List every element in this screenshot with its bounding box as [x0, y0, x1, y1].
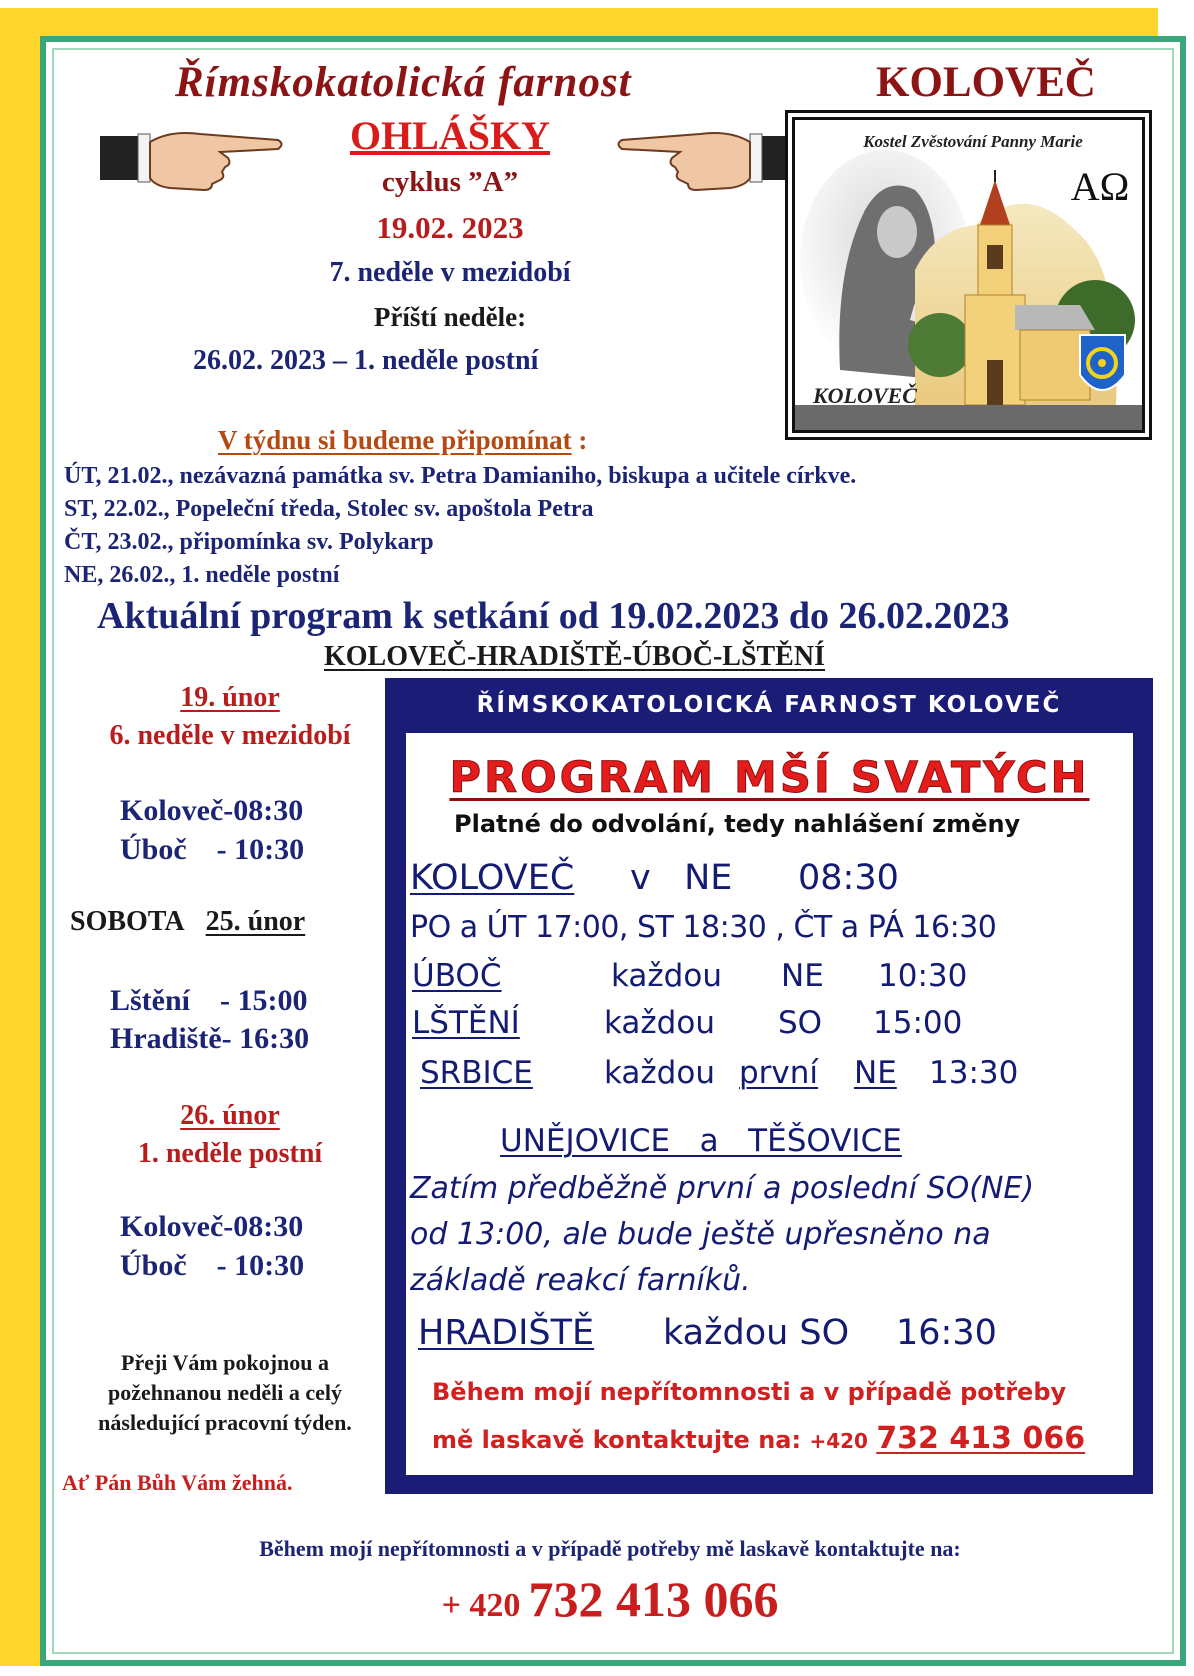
liturgical-cycle: cyklus ”A”	[381, 166, 519, 198]
saturday-line	[70, 906, 305, 938]
sat-mass-1: Lštění - 15:00	[110, 984, 308, 1017]
day1-date: 19. únor	[180, 682, 280, 713]
sat-mass-2: Hradiště- 16:30	[110, 1022, 310, 1055]
week-heading	[218, 425, 587, 456]
program-places: KOLOVEČ-HRADIŠTĚ-ÚBOČ-LŠTĚNÍ	[324, 641, 825, 672]
day2-mass-2: Úboč - 10:30	[120, 1249, 305, 1282]
wish-line-1: Přeji Vám pokojnou a	[121, 1350, 329, 1375]
next-sunday: 26.02. 2023 – 1. neděle postní	[193, 345, 539, 376]
hradiste-time: 16:30	[896, 1313, 997, 1353]
box-contact-prefix: +420	[809, 1429, 868, 1453]
mass-program-box	[385, 678, 1153, 1494]
day1-mass-1: Koloveč-08:30	[120, 794, 304, 827]
week-item-3: ČT, 23.02., připomínka sv. Polykarp	[64, 529, 434, 555]
srbice-first: první	[739, 1055, 819, 1091]
day2-mass-1: Koloveč-08:30	[120, 1210, 304, 1243]
uboc-rule: každou	[611, 958, 722, 994]
uboc-day: NE	[781, 958, 824, 994]
ohlasky-heading: OHLÁŠKY	[349, 113, 551, 158]
lsteni-time: 15:00	[873, 1005, 963, 1041]
uboc-time: 10:30	[878, 958, 968, 994]
footer-phone-number: 732 413 066	[528, 1571, 779, 1627]
footer-contact-text: Během mojí nepřítomnosti a v případě potřeby mě laskavě kontaktujte na:	[259, 1536, 961, 1561]
kolovec-day: v NE	[630, 858, 733, 898]
photo-caption: Kostel Zvěstování Panny Marie	[863, 132, 1083, 151]
sunday-name: 7. neděle v mezidobí	[329, 257, 571, 288]
srbice-label: SRBICE	[420, 1055, 533, 1091]
week-heading-text: V týdnu si budeme připomínat	[218, 425, 572, 455]
lsteni-label: LŠTĚNÍ	[412, 1005, 520, 1041]
mass-box-header: ŘÍMSKOKATOLOICKÁ FARNOST KOLOVEČ	[476, 692, 1062, 718]
weekday-schedule: PO a ÚT 17:00, ST 18:30 , ČT a PÁ 16:30	[410, 910, 997, 945]
alpha-omega-symbol: AΩ	[1070, 164, 1130, 209]
mass-program-title: PROGRAM MŠÍ SVATÝCH	[449, 753, 1090, 803]
kolovec-time: 08:30	[798, 858, 899, 898]
week-item-1: ÚT, 21.02., nezávazná památka sv. Petra Damianiho, biskupa a učitele církve.	[64, 463, 857, 489]
box-contact-number[interactable]: 732 413 066	[876, 1421, 1086, 1456]
srbice-day: NE	[854, 1055, 897, 1091]
program-heading: Aktuální program k setkání od 19.02.2023 do 26.02.2023	[97, 595, 1010, 637]
wish-line-2: požehnanou neděli a celý	[107, 1380, 343, 1405]
mass-subtitle: Platné do odvolání, tedy nahlášení změny	[454, 810, 1021, 838]
villages-note-2: od 13:00, ale bude ještě upřesněno na	[410, 1217, 991, 1252]
kolovec-label: KOLOVEČ	[410, 858, 575, 898]
day2-date: 26. únor	[180, 1100, 280, 1131]
footer-phone[interactable]	[60, 1570, 1160, 1628]
lsteni-rule: každou	[604, 1005, 715, 1041]
srbice-rule: každou	[604, 1055, 715, 1091]
srbice-time: 13:30	[929, 1055, 1019, 1091]
villages-heading: UNĚJOVICE a TĚŠOVICE	[500, 1123, 902, 1159]
blessing: Ať Pán Bůh Vám žehná.	[62, 1470, 293, 1495]
box-contact-line-2	[432, 1421, 1085, 1456]
announcement-date: 19.02. 2023	[376, 210, 524, 245]
lsteni-day: SO	[778, 1005, 823, 1041]
villages-note-1: Zatím předběžně první a poslední SO(NE)	[410, 1171, 1035, 1206]
pointing-hand-right-icon	[100, 122, 285, 194]
hradiste-label: HRADIŠTĚ	[418, 1313, 595, 1353]
week-item-4: NE, 26.02., 1. neděle postní	[64, 562, 340, 588]
villages-note-3: základě reakcí farníků.	[410, 1263, 751, 1298]
box-contact-text: mě laskavě kontaktujte na:	[432, 1426, 802, 1454]
week-item-2: ST, 22.02., Popeleční tředa, Stolec sv. apoštola Petra	[64, 496, 594, 522]
parish-title: Římskokatolická farnost	[175, 59, 632, 106]
day2-name: 1. neděle postní	[137, 1138, 323, 1169]
town-title: KOLOVEČ	[876, 59, 1096, 106]
uboc-label: ÚBOČ	[412, 958, 502, 994]
day1-mass-2: Úboč - 10:30	[120, 833, 305, 866]
week-heading-colon: :	[571, 425, 588, 455]
hradiste-rule: každou SO	[663, 1313, 850, 1353]
photo-town-label: KOLOVEČ	[813, 383, 917, 408]
footer-phone-prefix: + 420	[441, 1587, 521, 1624]
wish-line-3: následující pracovní týden.	[98, 1410, 352, 1435]
saturday-label: SOBOTA	[70, 906, 185, 937]
church-photo	[792, 117, 1145, 433]
saturday-date: 25. únor	[205, 906, 306, 937]
day1-name: 6. neděle v mezidobí	[109, 720, 351, 751]
pointing-hand-left-icon	[615, 122, 800, 194]
next-sunday-label: Příští neděle:	[373, 302, 527, 332]
box-contact-line-1: Během mojí nepřítomnosti a v případě potřeby	[432, 1378, 1067, 1406]
